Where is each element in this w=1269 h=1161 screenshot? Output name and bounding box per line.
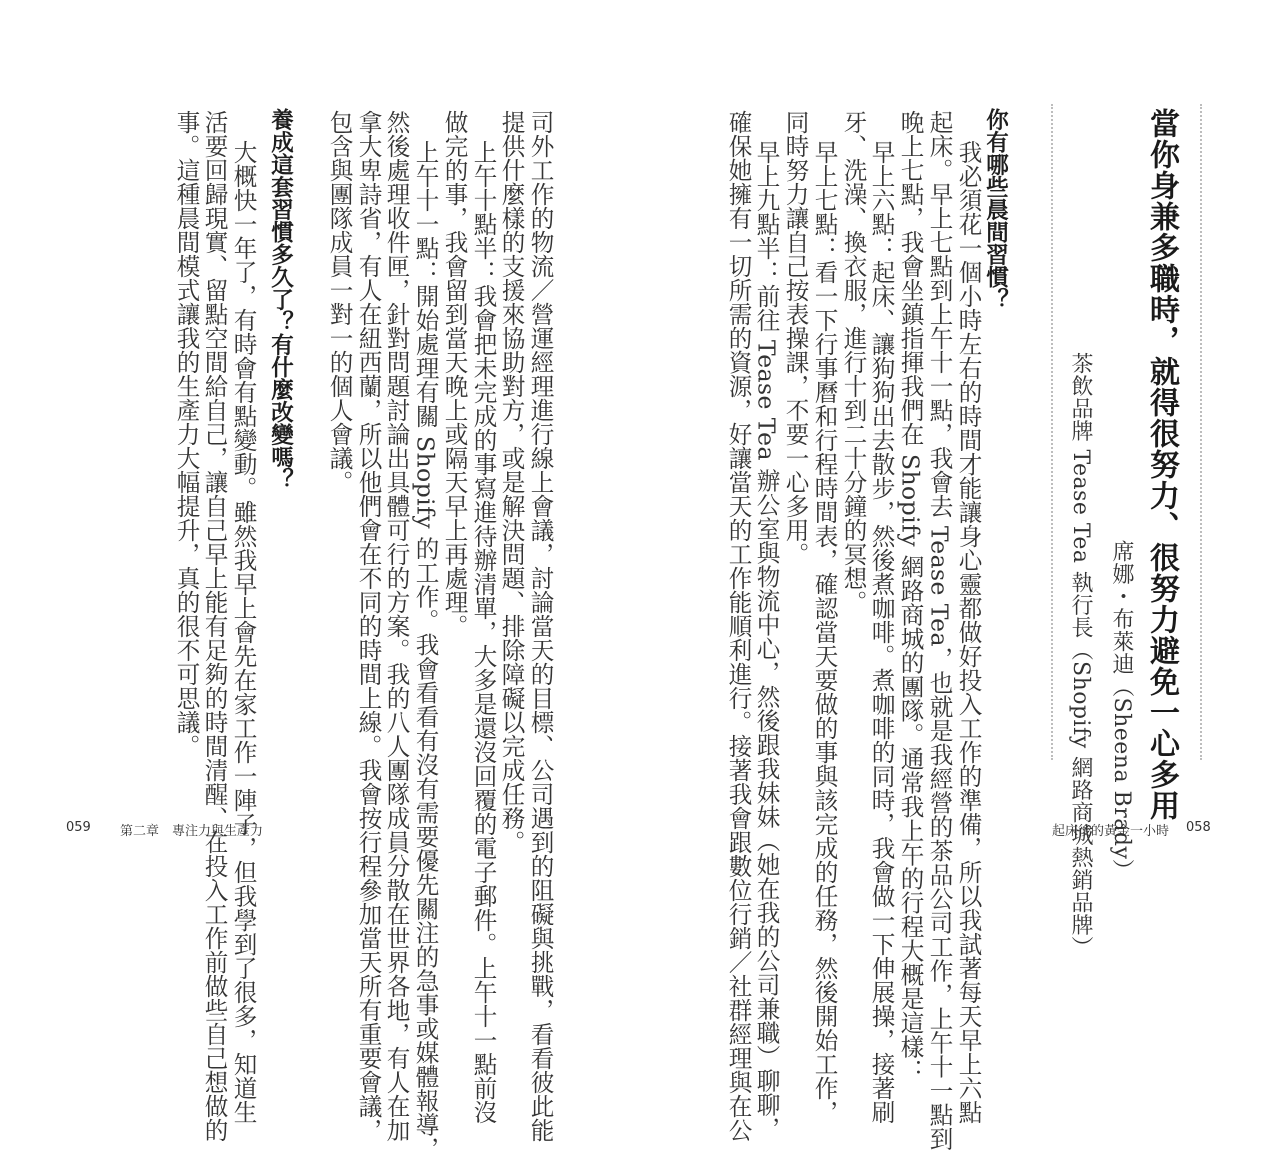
section-heading-habit-duration: 養成這套習慣多久了？有什麼改變嗎？ <box>267 108 294 491</box>
body-column: 然後處理收件匣，針對問題討論出具體可行的方案。我的八人團隊成員分散在世界各地，有人在加 <box>382 110 411 1142</box>
body-column: 同時努力讓自己按表操課，不要一心多用。 <box>781 110 810 566</box>
body-column: 包含與團隊成員一對一的個人會議。 <box>325 110 354 494</box>
body-column: 上午十點半：我會把未完成的事寫進待辦清單，大多是還沒回覆的電子郵件。上午十一點前沒 <box>469 140 498 1124</box>
body-column: 司外工作的物流／營運經理進行線上會議，討論當天的目標、公司遇到的阻礙與挑戰，看看彼此能 <box>526 110 555 1142</box>
body-column: 晚上七點，我會坐鎮指揮我們在 Shopify 網路商城的團隊。通常我上午的行程大概是這樣： <box>896 110 925 1083</box>
body-column: 牙、洗澡、換衣服，進行十到二十分鐘的冥想。 <box>839 110 868 614</box>
body-column: 拿大卑詩省，有人在紐西蘭，所以他們會在不同的時間上線。我會按行程參加當天所有重要會議， <box>354 110 383 1142</box>
author-name: 席娜・布萊迪（Sheena Brady） <box>1109 540 1134 882</box>
body-column: 事。這種晨間模式讓我的生產力大幅提升，真的很不可思議。 <box>172 110 201 758</box>
running-title: 起床後的黃金一小時 <box>1052 824 1170 839</box>
body-column: 早上七點：看一下行事曆和行程時間表，確認當天要做的事與該完成的任務，然後開始工作， <box>810 140 839 1124</box>
title-block-rule-left <box>1051 104 1053 760</box>
title-block-rule-right <box>1200 104 1202 760</box>
body-column: 早上六點：起床、讓狗狗出去散步，然後煮咖啡。煮咖啡的同時，我會做一下伸展操，接著刷 <box>867 140 896 1124</box>
body-column: 大概快一年了，有時會有點變動。雖然我早上會先在家工作一陣子，但我學到了很多，知道生 <box>229 140 258 1124</box>
body-column: 起床。早上七點到上午十一點，我會去 Tease Tea，也就是我經營的茶品公司工作，上午十一點到 <box>925 110 954 1151</box>
body-column: 提供什麼樣的支援來協助對方，或是解決問題、排除障礙以完成任務。 <box>497 110 526 854</box>
body-column: 我必須花一個小時左右的時間才能讓身心靈都做好投入工作的準備，所以我試著每天早上六點 <box>954 140 983 1124</box>
page-number-right: 058 <box>1186 820 1211 835</box>
body-column: 做完的事，我會留到當天晚上或隔天早上再處理。 <box>440 110 469 638</box>
page-number-left: 059 <box>66 820 91 835</box>
article-title: 當你身兼多職時，就得很努力、很努力避免一心多用 <box>1144 108 1179 821</box>
body-column: 活要回歸現實、留點空間給自己，讓自己早上能有足夠的時間清醒、在投入工作前做些自己想做的 <box>200 110 229 1142</box>
section-heading-morning-habits: 你有哪些晨間習慣？ <box>982 108 1009 311</box>
author-affiliation: 茶飲品牌 Tease Tea 執行長（Shopify 網路商城熱銷品牌） <box>1068 352 1093 959</box>
body-column: 早上九點半：前往 Tease Tea 辦公室與物流中心，然後跟我妹妹（她在我的公司兼職）聊聊， <box>752 140 781 1141</box>
chapter-title: 第二章 專注力與生產力 <box>120 824 264 839</box>
body-column: 確保她擁有一切所需的資源，好讓當天的工作能順利進行。接著我會跟數位行銷／社群經理與在公 <box>724 110 753 1142</box>
body-column: 上午十一點：開始處理有關 Shopify 的工作。我會看看有沒有需要優先關注的急事或媒體報導， <box>411 140 440 1161</box>
